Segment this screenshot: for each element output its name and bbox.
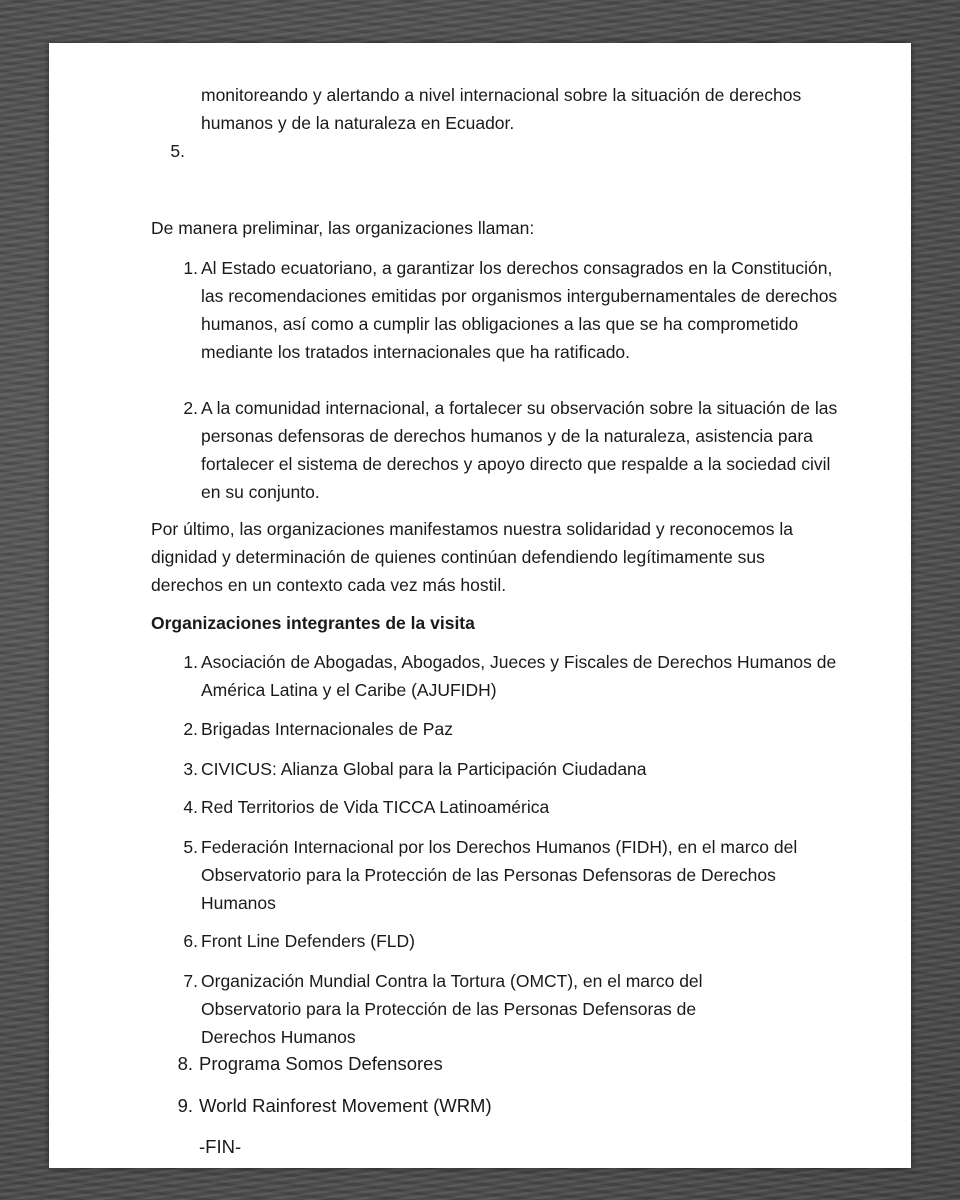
organizations-heading: Organizaciones integrantes de la visita <box>151 613 475 633</box>
list-item-text: CIVICUS: Alianza Global para la Participación Ciudadana <box>201 759 647 779</box>
call-item <box>49 394 911 506</box>
list-item-text: Programa Somos Defensores <box>199 1053 443 1074</box>
list-number: 4. <box>183 797 198 817</box>
list-item-text: Brigadas Internacionales de Paz <box>201 719 453 739</box>
list-item-text: Asociación de Abogadas, Abogados, Jueces y Fiscales de Derechos Humanos de América Latina y el Caribe (AJUFIDH) <box>201 652 837 700</box>
list-number: 3. <box>183 759 198 779</box>
list-number: 1. <box>183 258 198 278</box>
list-number: 5. <box>183 837 198 857</box>
closing-paragraph: Por último, las organizaciones manifestamos nuestra solidaridad y reconocemos la dignidad y determinación de quienes continúan defendiendo legítimamente sus derechos en un contexto cada vez más hostil. <box>151 519 793 595</box>
end-mark: -FIN- <box>199 1136 242 1157</box>
list-number: 9. <box>177 1095 193 1116</box>
list-item-text: Al Estado ecuatoriano, a garantizar los derechos consagrados en la Constitución, las recomendaciones emitidas por organismos intergubernamentales de derechos humanos, así como a cumplir las obligaciones a las que se ha comprometido mediante los tratados internacionales que ha ratificado. <box>201 258 838 362</box>
intro-paragraph: De manera preliminar, las organizaciones llaman: <box>151 218 535 238</box>
org-item <box>49 833 911 917</box>
org-item <box>49 755 911 783</box>
list-item-text: Front Line Defenders (FLD) <box>201 931 415 951</box>
list-number: 2. <box>183 398 198 418</box>
list-item-text: Federación Internacional por los Derechos Humanos (FIDH), en el marco del Observatorio para la Protección de las Personas Defensoras de Derechos Humanos <box>201 837 798 913</box>
list-number: 6. <box>183 931 198 951</box>
document-page <box>49 43 911 1168</box>
org-item <box>49 1050 911 1078</box>
org-item <box>49 927 911 955</box>
org-item <box>49 793 911 821</box>
list-number: 2. <box>183 719 198 739</box>
continuation-number: 5. <box>170 141 185 161</box>
list-number: 7. <box>183 971 198 991</box>
list-item-text: World Rainforest Movement (WRM) <box>199 1095 492 1116</box>
call-item <box>49 254 911 394</box>
list-number: 8. <box>177 1053 193 1074</box>
list-item-text: Red Territorios de Vida TICCA Latinoamérica <box>201 797 550 817</box>
continuation-text: monitoreando y alertando a nivel internacional sobre la situación de derechos humanos y de la naturaleza en Ecuador. <box>201 85 802 133</box>
list-item-text: A la comunidad internacional, a fortalecer su observación sobre la situación de las personas defensoras de derechos humanos y de la naturaleza, asistencia para fortalecer el sistema de derechos y apoyo directo que respalde a la sociedad civil en su conjunto. <box>201 398 838 502</box>
org-item <box>49 967 911 1051</box>
list-item-text: Organización Mundial Contra la Tortura (OMCT), en el marco del Observatorio para la Protección de las Personas Defensoras de Derechos Humanos <box>201 971 703 1047</box>
org-item <box>49 1092 911 1120</box>
list-number: 1. <box>183 652 198 672</box>
org-item <box>49 715 911 743</box>
org-item <box>49 648 911 704</box>
